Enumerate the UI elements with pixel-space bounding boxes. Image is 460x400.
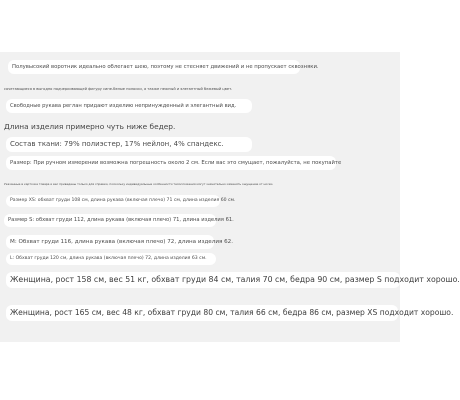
text-line-length: Длина изделия примерно чуть ниже бедер. (4, 122, 176, 131)
text-line-fabric: Состав ткани: 79% полиэстер, 17% нейлон, 4% спандекс. (6, 137, 252, 152)
text-line-size-note: Размер: При ручном измерении возможна погрешность около 2 см. Если вас это смущает, пожалуйста, не покупайте (6, 156, 336, 170)
text-line-size-l: L: Обхват груди 120 см, длина рукава (включая плечо) 72, длина изделия 63 см. (6, 253, 216, 265)
text-line-size-xs: Размер XS: обхват груди 108 см, длина рукава (включая плечо) 71 см, длина изделия 60 см. (6, 195, 220, 207)
text-line-reference: Указанные в карточке товара и вес приведены только для справки, поскольку индивидуальные особенности телосложения могут значительно изменять ощущение от носки. (4, 182, 274, 186)
text-line-stripes: сочетающиеся в выгодно подчеркивающей фигуру сине-белые полоски, а также нежный и элегантный бежевый цвет. (4, 87, 233, 91)
text-line-sleeves: Свободные рукава реглан придают изделию непринужденный и элегантный вид. (6, 99, 252, 113)
text-line-collar: Полувысокий воротник идеально облегает шею, поэтому не стесняет движений и не пропускает сквозняки. (8, 60, 300, 74)
text-line-size-m: M: Обхват груди 116, длина рукава (включая плечо) 72, длина изделия 62. (6, 235, 214, 249)
text-line-model-2: Женщина, рост 165 см, вес 48 кг, обхват груди 80 см, талия 66 см, бедра 86 см, размер XS подходит хорошо. (6, 305, 398, 321)
description-panel (0, 52, 460, 342)
text-line-size-s: Размер S: обхват груди 112, длина рукава (включая плечо) 71, длина изделия 61. (4, 214, 216, 227)
text-line-model-1: Женщина, рост 158 см, вес 51 кг, обхват груди 84 см, талия 70 см, бедра 90 см, размер S подходит хорошо. (6, 272, 400, 288)
